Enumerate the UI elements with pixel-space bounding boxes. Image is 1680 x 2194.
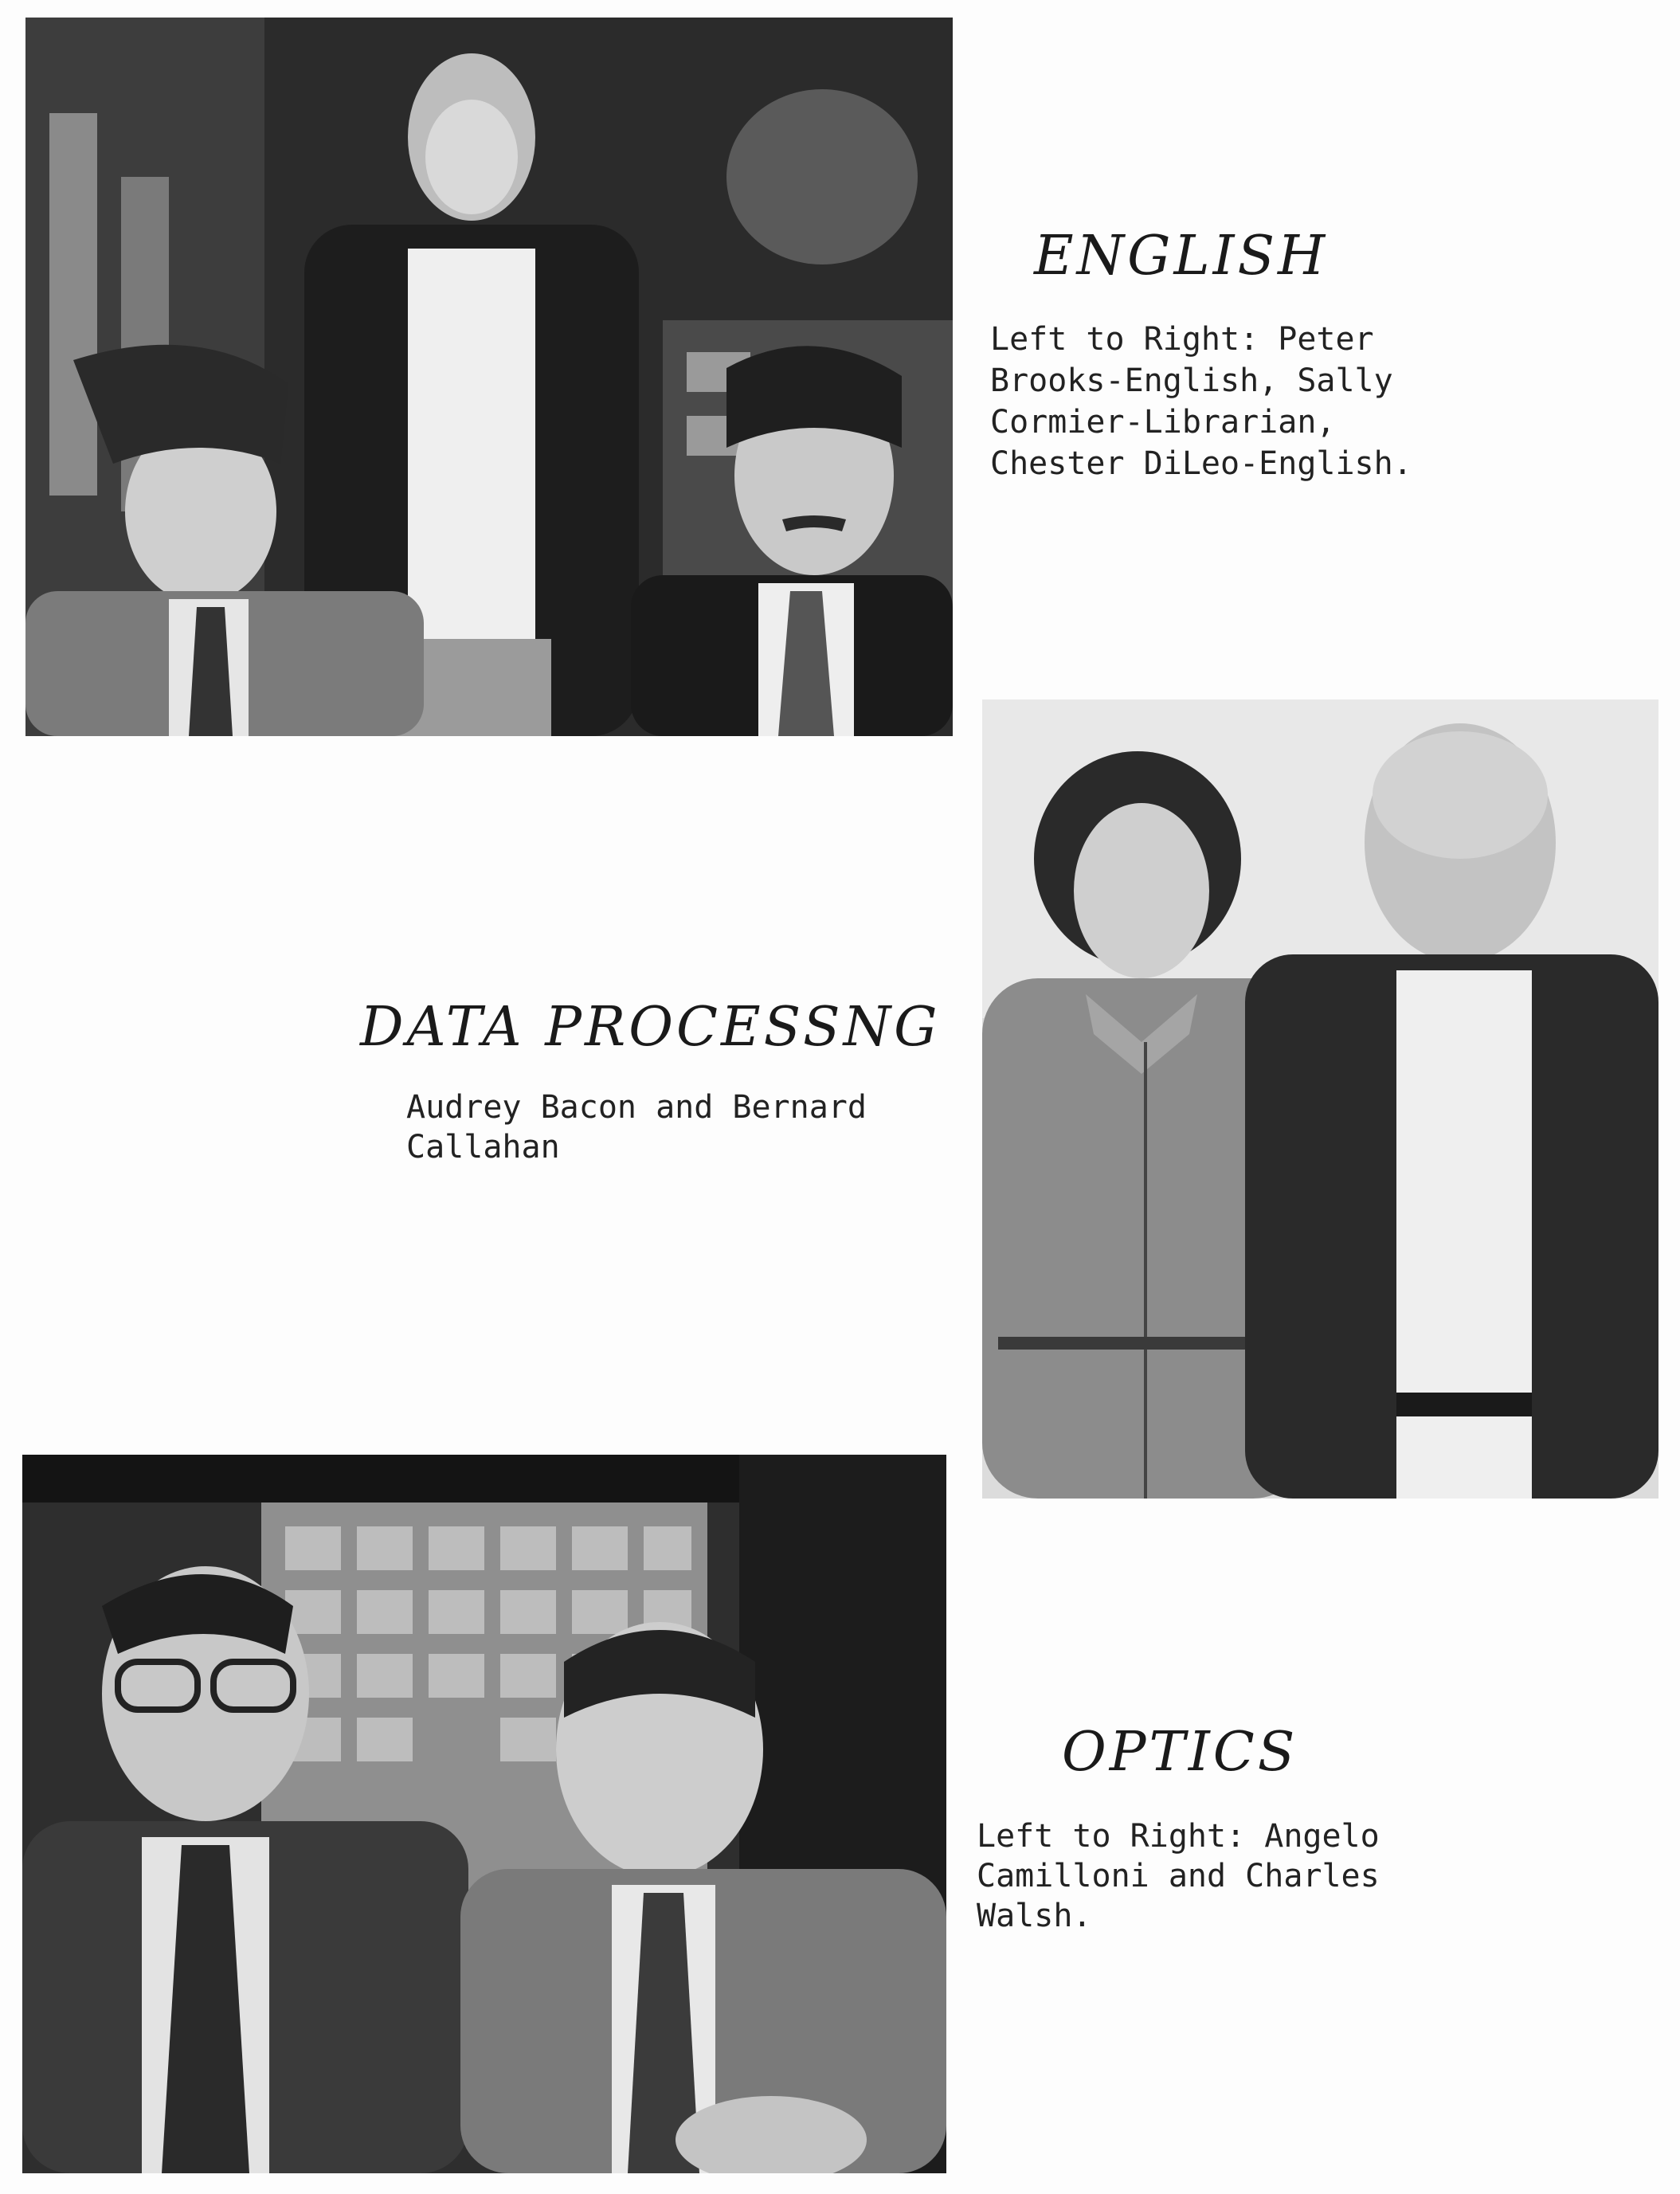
english-caption-line: Brooks-English, Sally xyxy=(990,362,1393,399)
english-caption xyxy=(990,319,1412,484)
optics-photo-illustration xyxy=(22,1455,946,2173)
optics-caption xyxy=(977,1816,1380,1936)
english-caption-line: Left to Right: Peter xyxy=(990,321,1374,358)
english-department-photo xyxy=(25,18,953,736)
english-caption-line: Cormier-Librarian, xyxy=(990,404,1336,441)
data-processing-caption-line: Audrey Bacon and Bernard xyxy=(406,1089,867,1126)
english-caption-line: Chester DiLeo-English. xyxy=(990,445,1412,482)
data-processing-caption-line: Callahan xyxy=(406,1129,560,1166)
optics-caption-line: Camilloni and Charles xyxy=(977,1858,1380,1894)
english-photo-illustration xyxy=(25,18,953,736)
data-processing-photo-illustration xyxy=(982,699,1658,1499)
optics-department-photo xyxy=(22,1455,946,2173)
data-processing-department-photo xyxy=(982,699,1658,1499)
data-processing-heading: DATA PROCESSNG xyxy=(360,996,941,1059)
optics-caption-line: Walsh. xyxy=(977,1898,1092,1934)
optics-caption-line: Left to Right: Angelo xyxy=(977,1818,1380,1855)
optics-heading: OPTICS xyxy=(1062,1721,1298,1784)
data-processing-caption xyxy=(406,1087,867,1167)
english-heading: ENGLISH xyxy=(1034,225,1329,288)
